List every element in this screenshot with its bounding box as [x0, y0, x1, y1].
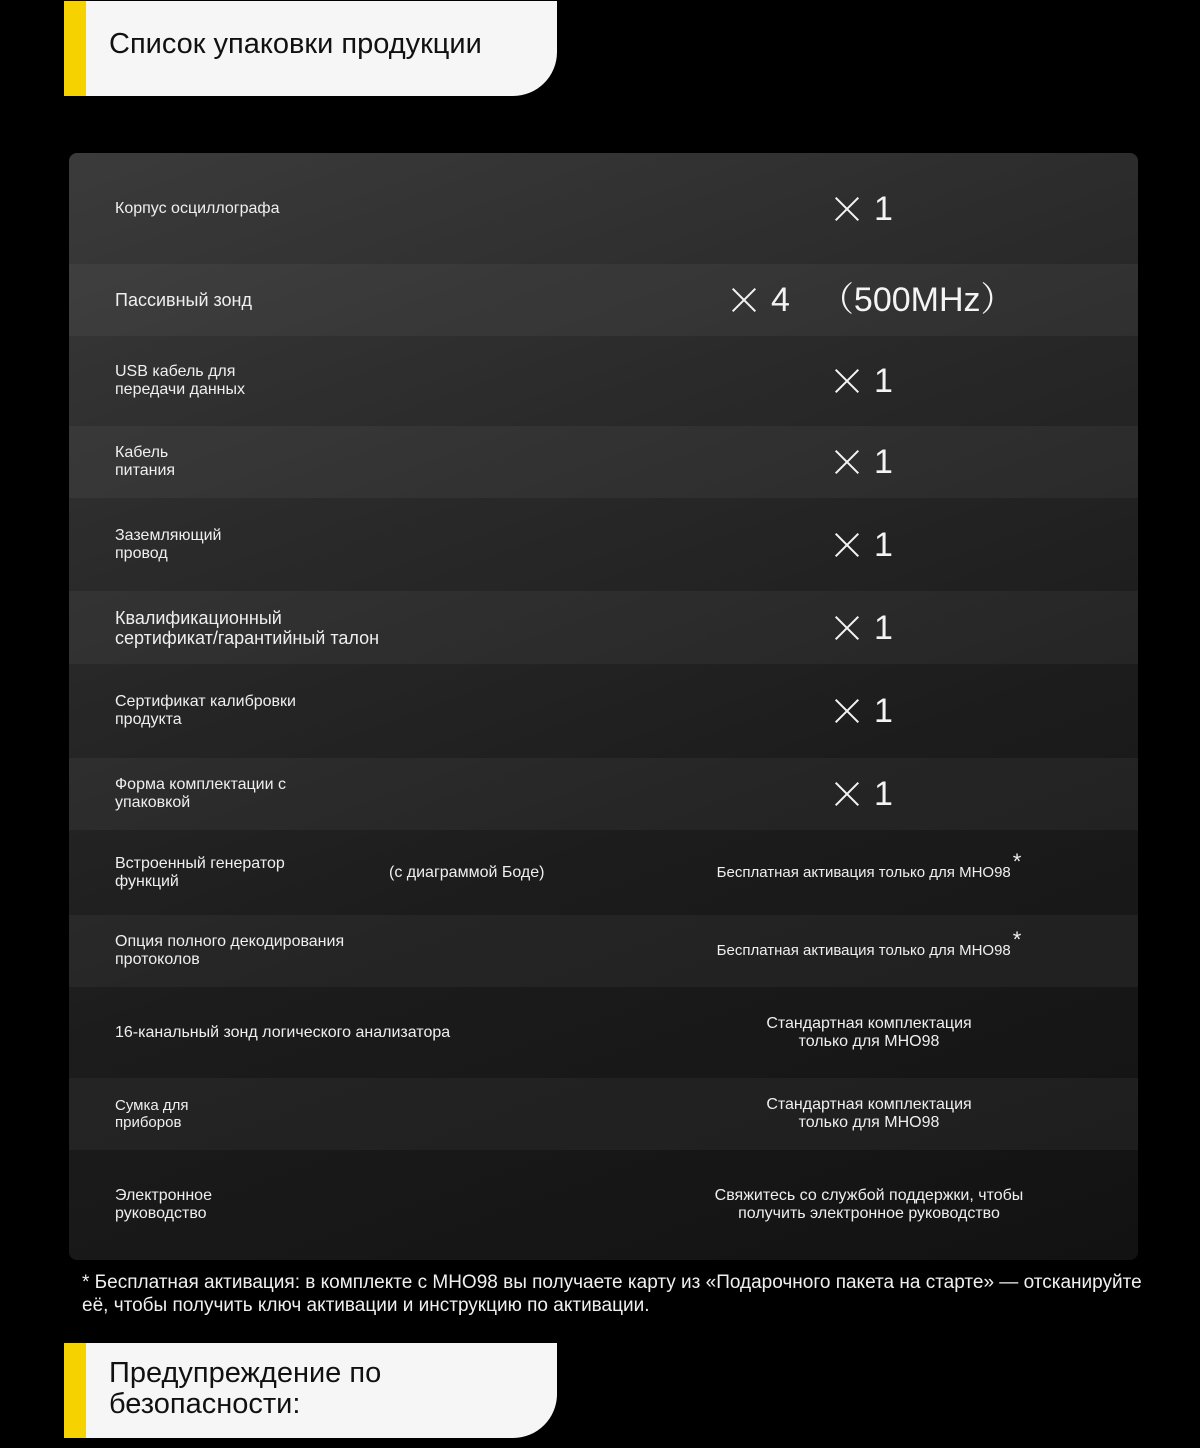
multiply-icon — [834, 532, 860, 558]
accent-stripe — [64, 1343, 86, 1438]
item-availability: Свяжитесь со службой поддержки, чтобы получить электронное руководство — [714, 1187, 1024, 1222]
item-name: 16-канальный зонд логического анализатора — [115, 1023, 451, 1041]
item-quantity: 1 — [834, 527, 893, 563]
multiply-icon — [731, 287, 757, 313]
accent-stripe — [64, 1, 86, 96]
item-quantity: 1 — [834, 363, 893, 399]
item-availability: Бесплатная активация только для MHO98* — [716, 848, 1022, 881]
item-quantity: 4 （500MHz） — [731, 282, 1015, 318]
packing-list-table — [69, 153, 1138, 1260]
table-row — [69, 426, 1138, 498]
footnote-mark: * — [1012, 848, 1022, 874]
item-availability: Стандартная комплектация только для MHO98 — [766, 1096, 972, 1131]
item-name: Встроенный генератор функций — [115, 854, 285, 890]
item-name: Опция полного декодирования протоколов — [115, 933, 345, 968]
table-row — [69, 498, 1138, 591]
item-note: (с диаграммой Боде) — [389, 863, 545, 881]
table-row — [69, 336, 1138, 426]
item-name: Электронное руководство — [115, 1187, 212, 1222]
item-name: Форма комплектации с упаковкой — [115, 776, 286, 811]
item-quantity: 1 — [834, 191, 893, 227]
item-name: Заземляющий провод — [115, 526, 222, 562]
item-name: Квалификационный сертификат/гарантийный талон — [115, 607, 380, 648]
section-header-packing-list — [64, 1, 557, 96]
probe-bandwidth: （500MHz） — [819, 281, 1015, 319]
item-availability: Бесплатная активация только для MHO98* — [716, 927, 1022, 959]
multiply-icon — [834, 449, 860, 475]
table-row — [69, 153, 1138, 264]
table-row — [69, 758, 1138, 830]
item-quantity: 1 — [834, 610, 893, 646]
table-row — [69, 830, 1138, 915]
section-title: Предупреждение по безопасности: — [109, 1357, 382, 1420]
item-name: Корпус осциллографа — [115, 199, 280, 217]
multiply-icon — [834, 781, 860, 807]
table-row — [69, 264, 1138, 336]
table-row — [69, 1078, 1138, 1150]
item-name: Сертификат калибровки продукта — [115, 693, 296, 728]
activation-footnote: * Бесплатная активация: в комплекте с MHO98 вы получаете карту из «Подарочного пакета на старте» — отсканируйте её, чтобы получить ключ активации и инструкцию по активации. — [82, 1272, 1142, 1316]
item-name: Пассивный зонд — [115, 290, 253, 310]
item-availability: Стандартная комплектация только для MHO98 — [766, 1014, 972, 1050]
table-row — [69, 987, 1138, 1078]
item-name: Сумка для приборов — [115, 1097, 189, 1131]
item-quantity: 1 — [834, 776, 893, 812]
multiply-icon — [834, 368, 860, 394]
section-header-safety — [64, 1343, 557, 1438]
table-row — [69, 591, 1138, 664]
section-title: Список упаковки продукции — [109, 28, 482, 60]
multiply-icon — [834, 615, 860, 641]
item-quantity: 1 — [834, 693, 893, 729]
multiply-icon — [834, 196, 860, 222]
table-row — [69, 664, 1138, 758]
item-name: USB кабель для передачи данных — [115, 363, 246, 398]
table-row — [69, 1150, 1138, 1260]
item-name: Кабель питания — [115, 444, 176, 479]
multiply-icon — [834, 698, 860, 724]
item-quantity: 1 — [834, 444, 893, 480]
table-row — [69, 915, 1138, 987]
footnote-mark: * — [1012, 927, 1022, 952]
